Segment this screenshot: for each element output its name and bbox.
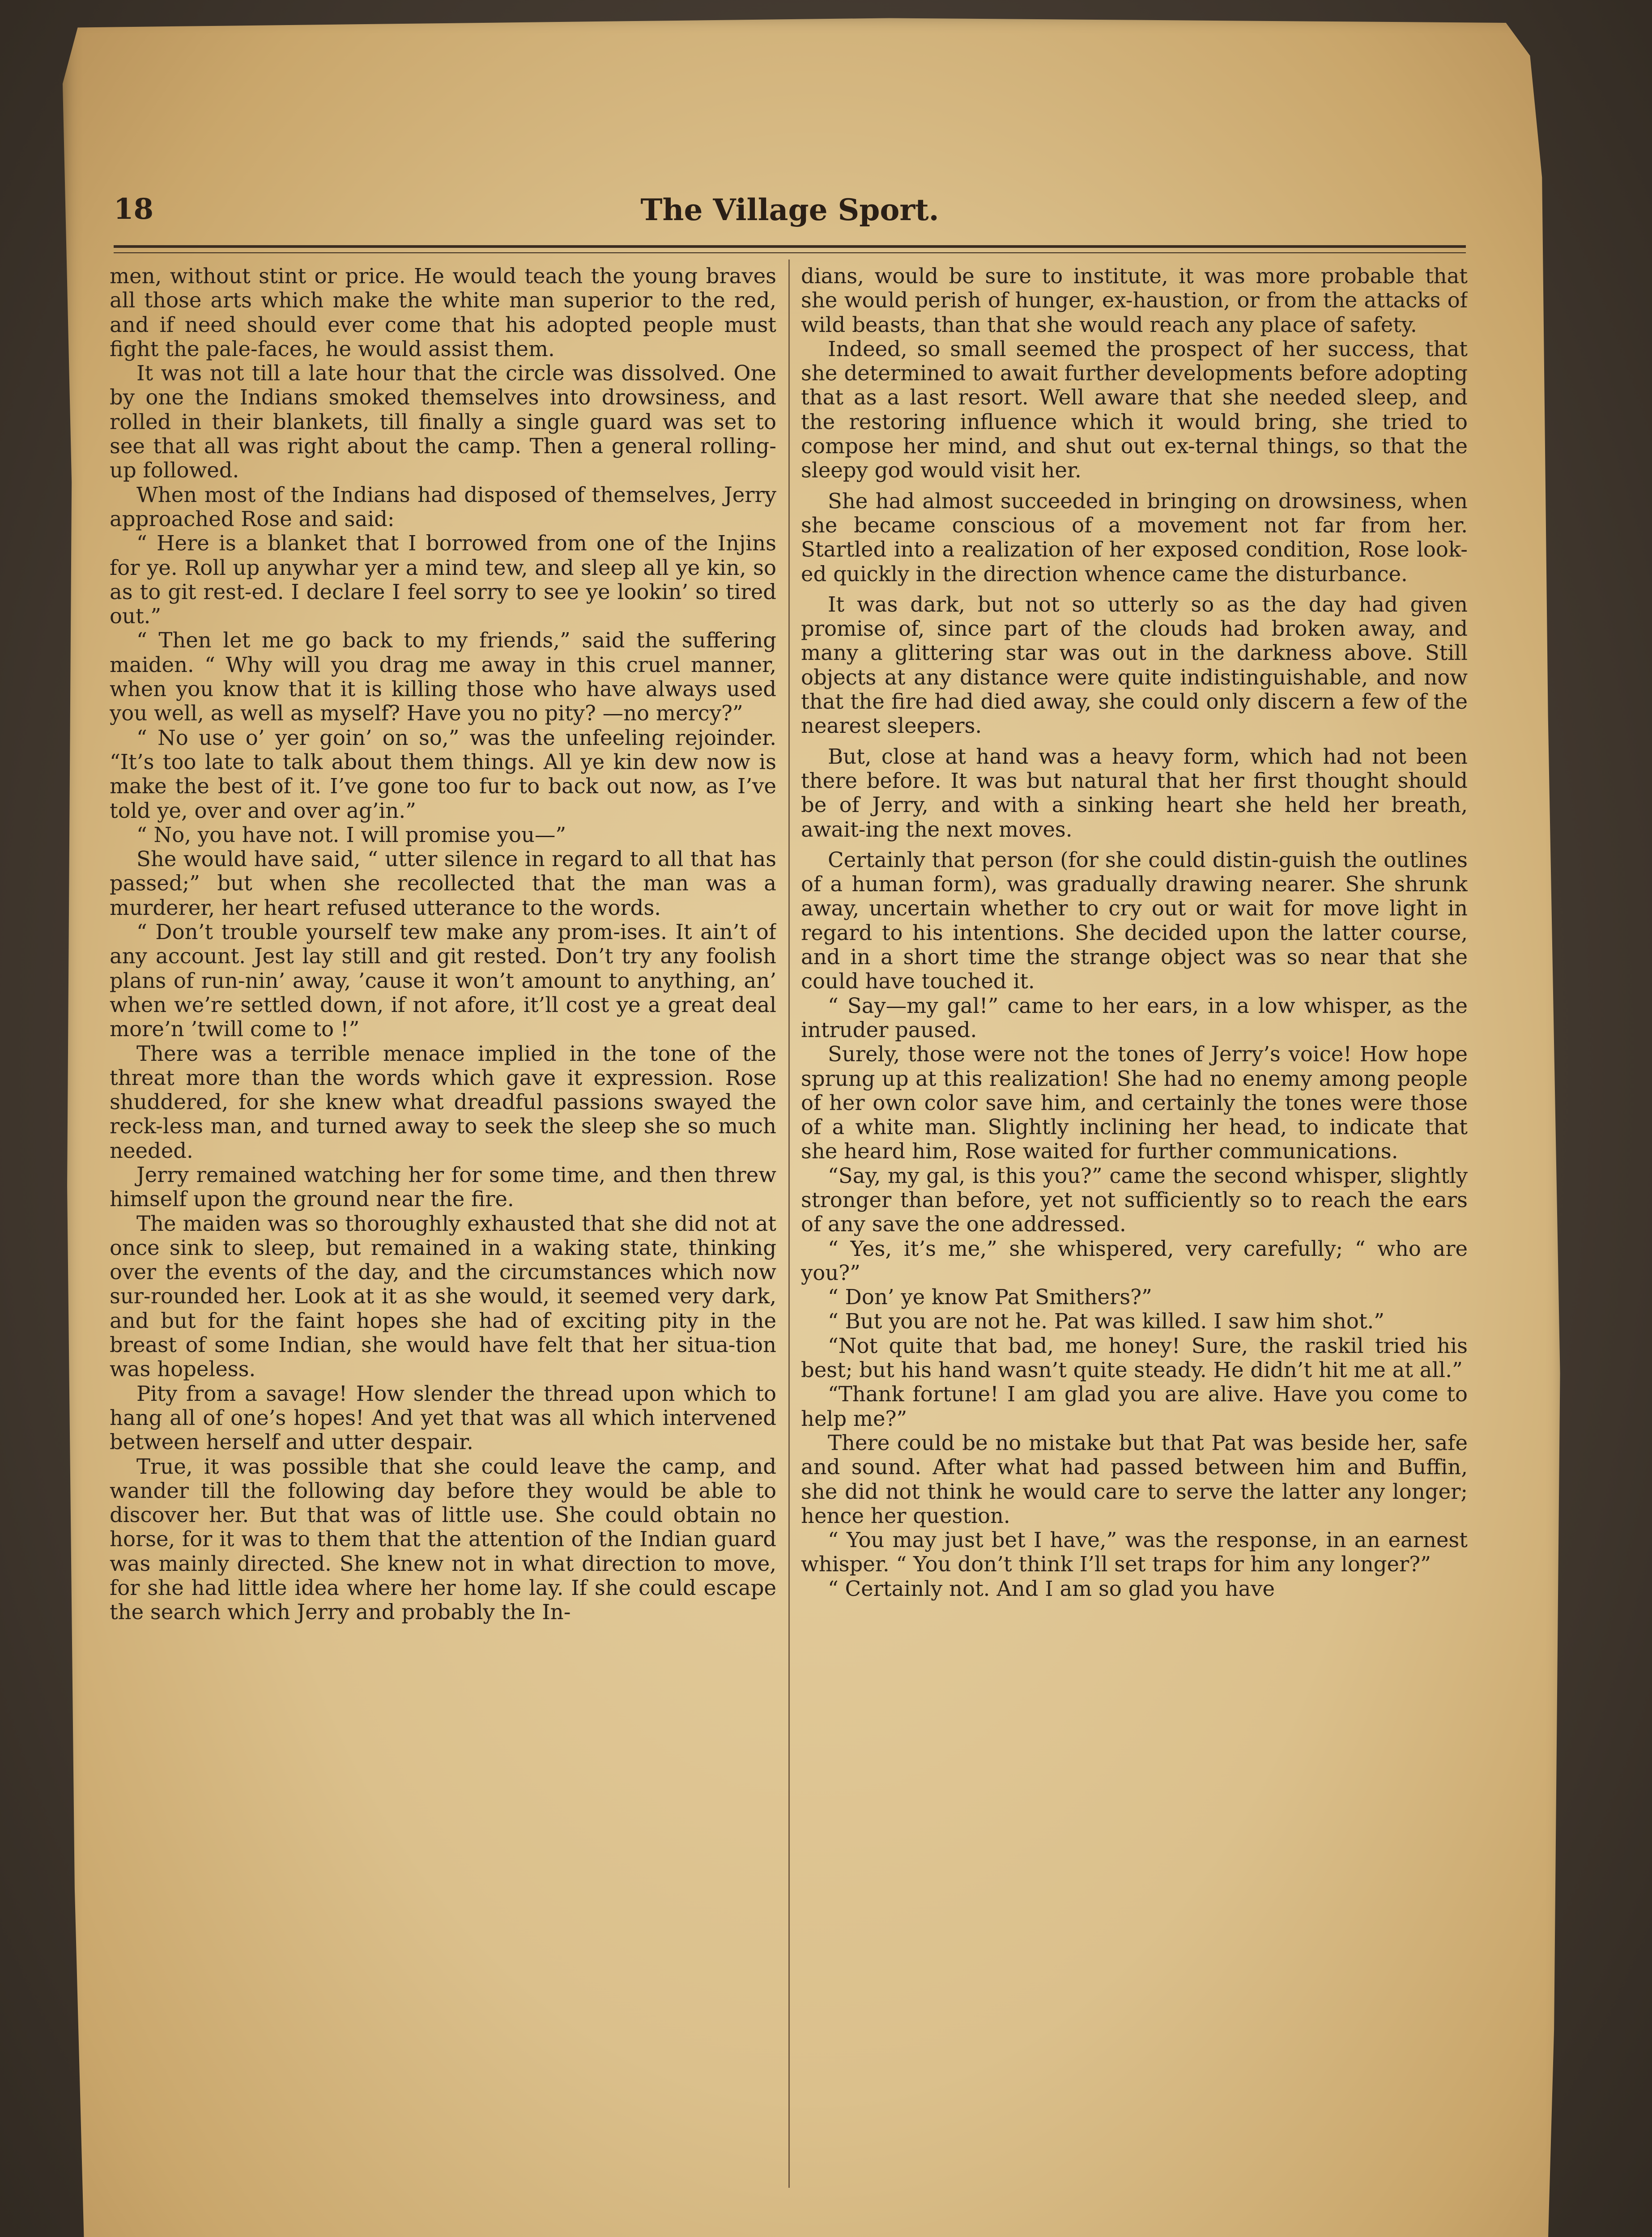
paragraph: But, close at hand was a heavy form, which had not been there before. It was but natural that her first thought should be of Jerry, and with a sinking heart she held her breath, await-ing the next moves. [801,744,1468,842]
paragraph: She would have said, “ utter silence in regard to all that has passed;” but when she recollected that the man was a murderer, her heart refused utterance to the words. [110,847,776,920]
paragraph: “ You may just bet I have,” was the response, in an earnest whisper. “ You don’t think I’ll set traps for him any longer?” [801,1528,1468,1577]
paragraph: “ Say—my gal!” came to her ears, in a low whisper, as the intruder paused. [801,993,1468,1042]
paragraph: “Not quite that bad, me honey! Sure, the raskil tried his best; but his hand wasn’t quite steady. He didn’t hit me at all.” [801,1333,1468,1382]
paragraph: “ Don’t trouble yourself tew make any prom-ises. It ain’t of any account. Jest lay still and git rested. Don’t try any foolish plans of run-nin’ away, ’cause it won’t amount to anything, an’ when we’re settled down, if not afore, it’ll cost ye a great deal more’n ’twill come to !” [110,920,776,1042]
right-column [801,264,1468,2192]
paragraph: The maiden was so thoroughly exhausted that she did not at once sink to sleep, but remained in a waking state, thinking over the events of the day, and the circumstances which now sur-rounded her. Look at it as she would, it seemed very dark, and but for the faint hopes she had of exciting pity in the breast of some Indian, she would have felt that her situa-tion was hopeless. [110,1211,776,1382]
paragraph: “ Yes, it’s me,” she whispered, very carefully; “ who are you?” [801,1236,1468,1285]
paragraph: “Say, my gal, is this you?” came the second whisper, slightly stronger than before, yet not sufficiently so to reach the ears of any save the one addressed. [801,1163,1468,1237]
paragraph: When most of the Indians had disposed of themselves, Jerry approached Rose and said: [110,482,776,531]
paragraph: She had almost succeeded in bringing on drowsiness, when she became conscious of a movement not far from her. Startled into a realization of her exposed condition, Rose look-ed quickly in the direction whence came the disturbance. [801,489,1468,586]
running-title: The Village Sport. [640,192,939,227]
paragraph: “ Here is a blanket that I borrowed from one of the Injins for ye. Roll up anywhar yer a mind tew, and sleep all ye kin, so as to git rest-ed. I declare I feel sorry to see ye lookin’ so tired out.” [110,531,776,629]
header-rule [114,245,1466,253]
paragraph: men, without stint or price. He would teach the young braves all those arts which make the white man superior to the red, and if need should ever come that his adopted people must fight the pale-faces, he would assist them. [110,264,776,361]
paragraph: “ No use o’ yer goin’ on so,” was the unfeeling rejoinder. “It’s too late to talk about them things. All ye kin dew now is make the best of it. I’ve gone too fur to back out now, as I’ve told ye, over and over ag’in.” [110,725,776,823]
paragraph: dians, would be sure to institute, it was more probable that she would perish of hunger, ex-haustion, or from the attacks of wild beasts, than that she would reach any place of safety. [801,264,1468,337]
paragraph: There could be no mistake but that Pat was beside her, safe and sound. After what had passed between him and Buffin, she did not think he would care to serve the latter any longer; hence her question. [801,1430,1468,1528]
paragraph: Certainly that person (for she could distin-guish the outlines of a human form), was gradually drawing nearer. She shrunk away, uncertain whether to cry out or wait for move light in regard to his intentions. She decided upon the latter course, and in a short time the strange object was so near that she could have touched it. [801,847,1468,994]
paragraph: True, it was possible that she could leave the camp, and wander till the following day before they would be able to discover her. But that was of little use. She could obtain no horse, for it was to them that the attention of the Indian guard was mainly directed. She knew not in what direction to move, for she had little idea where her home lay. If she could escape the search which Jerry and probably the In- [110,1454,776,1625]
paragraph: It was dark, but not so utterly so as the day had given promise of, since part of the clouds had broken away, and many a glittering star was out in the darkness above. Still objects at any distance were quite indistinguishable, and now that the fire had died away, she could only discern a few of the nearest sleepers. [801,592,1468,738]
paragraph: It was not till a late hour that the circle was dissolved. One by one the Indians smoked themselves into drowsiness, and rolled in their blankets, till finally a single guard was set to see that all was right about the camp. Then a general rolling-up followed. [110,361,776,483]
paragraph: There was a terrible menace implied in the tone of the threat more than the words which gave it expression. Rose shuddered, for she knew what dreadful passions swayed the reck-less man, and turned away to seek the sleep she so much needed. [110,1041,776,1163]
page-number: 18 [114,192,154,226]
page-header [114,192,1466,242]
left-column [110,264,776,2192]
column-divider [788,259,790,2188]
paragraph: “ Don’ ye know Pat Smithers?” [828,1285,1152,1310]
paragraph: “ No, you have not. I will promise you—” [136,822,566,847]
paragraph: “ But you are not he. Pat was killed. I saw him shot.” [828,1309,1385,1334]
paragraph: Surely, those were not the tones of Jerry’s voice! How hope sprung up at this realization! She had no enemy among people of her own color save him, and certainly the tones were those of a white man. Slightly inclining her head, to indicate that she heard him, Rose waited for further communications. [801,1042,1468,1164]
paragraph: “Thank fortune! I am glad you are alive. Have you come to help me?” [801,1382,1468,1431]
paragraph: Pity from a savage! How slender the thread upon which to hang all of one’s hopes! And yet that was all which intervened between herself and utter despair. [110,1381,776,1454]
paragraph: Jerry remained watching her for some time, and then threw himself upon the ground near the fire. [110,1162,776,1212]
paragraph: “ Then let me go back to my friends,” said the suffering maiden. “ Why will you drag me away in this cruel manner, when you know that it is killing those who have always used you well, as well as myself? Have you no pity? —no mercy?” [110,628,776,726]
paragraph: Indeed, so small seemed the prospect of her success, that she determined to await further developments before adopting that as a last resort. Well aware that she needed sleep, and the restoring influence which it would bring, she tried to compose her mind, and shut out ex-ternal things, so that the sleepy god would visit her. [801,336,1468,483]
paragraph: “ Certainly not. And I am so glad you have [828,1576,1275,1601]
